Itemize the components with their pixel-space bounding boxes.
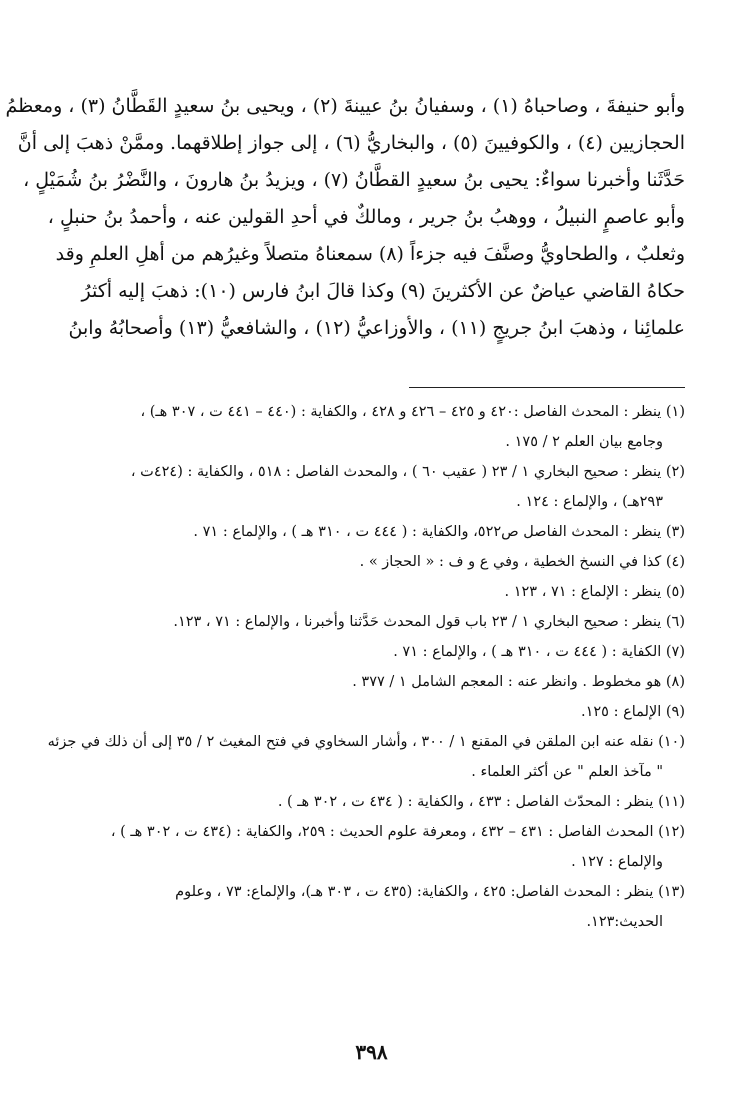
footnote-6: (٦) ينظر : صحيح البخاري ١ / ٢٣ باب قول المحدث حَدَّثنا وأخبرنا ، والإلماع : ٧١ ، ١٢٣. (173, 614, 685, 630)
footnote-separator (409, 387, 685, 388)
body-line: وثعلبٌ ، والطحاويُّ وصنَّفَ فيه جزءاً (٨) سمعناهُ متصلاً وغيرُهم من أهلِ العلمِ وقد (55, 243, 685, 265)
body-line: الحجازيين (٤) ، والكوفيينَ (٥) ، والبخاريُّ (٦) ، إلى جواز إطلاقهما. وممَّنْ ذهبَ إلى أنَّ (17, 132, 685, 154)
body-line: حكاهُ القاضي عياضٌ عن الأكثرينَ (٩) وكذا قالَ ابنُ فارس (١٠): ذهبَ إليه أكثرُ (81, 280, 685, 302)
body-line: حَدَّثَنا وأخبرنا سواءٌ: يحيى بنُ سعيدٍ القطَّانُ (٧) ، ويزيدُ بنُ هارونَ ، والنَّضْرُ بنُ شُمَيْلٍ ، (23, 169, 685, 191)
footnote-10: (١٠) نقله عنه ابن الملقن في المقنع ١ / ٣٠٠ ، وأشار السخاوي في فتح المغيث ٢ / ٣٥ إلى أن ذلك في جزئه (47, 734, 685, 750)
main-body-text (5, 88, 685, 347)
footnote-3: (٣) ينظر : المحدث الفاصل ص٥٢٢، والكفاية : ( ٤٤٤ ت ، ٣١٠ هـ ) ، والإلماع : ٧١ . (193, 524, 685, 540)
footnote-2-continued: ٢٩٣هـ) ، والإلماع : ١٢٤ . (516, 494, 663, 510)
footnotes (45, 397, 685, 937)
footnote-12: (١٢) المحدث الفاصل : ٤٣١ – ٤٣٢ ، ومعرفة علوم الحديث : ٢٥٩، والكفاية : (٤٣٤ ت ، ٣٠٢ هـ ) ، (110, 824, 685, 840)
footnote-1: (١) ينظر : المحدث الفاصل :٤٢٠ و ٤٢٥ – ٤٢٦ و ٤٢٨ ، والكفاية : (٤٤٠ – ٤٤١ ت ، ٣٠٧ هـ) ، (140, 404, 685, 420)
footnote-5: (٥) ينظر : الإلماع : ٧١ ، ١٢٣ . (504, 584, 685, 600)
footnote-10-continued: " مآخذ العلم " عن أكثر العلماء . (471, 764, 663, 780)
footnote-7: (٧) الكفاية : ( ٤٤٤ ت ، ٣١٠ هـ ) ، والإلماع : ٧١ . (393, 644, 685, 660)
footnote-11: (١١) ينظر : المحدّث الفاصل : ٤٣٣ ، والكفاية : ( ٤٣٤ ت ، ٣٠٢ هـ ) . (277, 794, 685, 810)
page-number: ٣٩٨ (355, 1040, 388, 1064)
body-line: وأبو حنيفةَ ، وصاحباهُ (١) ، وسفيانُ بنُ عيينةَ (٢) ، ويحيى بنُ سعيدٍ القَطَّانُ (٣) ، ومعظمُ (5, 95, 685, 117)
footnote-4: (٤) كذا في النسخ الخطية ، وفي ع و ف : « الحجاز » . (359, 554, 685, 570)
footnote-2: (٢) ينظر : صحيح البخاري ١ / ٢٣ ( عقيب ٦٠ ) ، والمحدث الفاصل : ٥١٨ ، والكفاية : (٤٢٤ت ، (130, 464, 685, 480)
footnote-12-continued: والإلماع : ١٢٧ . (571, 854, 663, 870)
footnote-8: (٨) هو مخطوط . وانظر عنه : المعجم الشامل ١ / ٣٧٧ . (352, 674, 685, 690)
footnote-13: (١٣) ينظر : المحدث الفاصل: ٤٢٥ ، والكفاية: (٤٣٥ ت ، ٣٠٣ هـ)، والإلماع: ٧٣ ، وعلوم (175, 884, 685, 900)
footnote-9: (٩) الإلماع : ١٢٥. (581, 704, 685, 720)
body-line: علمائِنا ، وذهبَ ابنُ جريجٍ (١١) ، والأوزاعيُّ (١٢) ، والشافعيُّ (١٣) وأصحابُهُ وابنُ (68, 317, 685, 339)
footnote-13-continued: الحديث:١٢٣. (586, 914, 663, 930)
body-line: وأبو عاصمٍ النبيلُ ، ووهبُ بنُ جرير ، ومالكٌ في أحدِ القولين عنه ، وأحمدُ بنُ حنبلٍ ، (47, 206, 685, 228)
footnote-1-continued: وجامع بيان العلم ٢ / ١٧٥ . (505, 434, 663, 450)
